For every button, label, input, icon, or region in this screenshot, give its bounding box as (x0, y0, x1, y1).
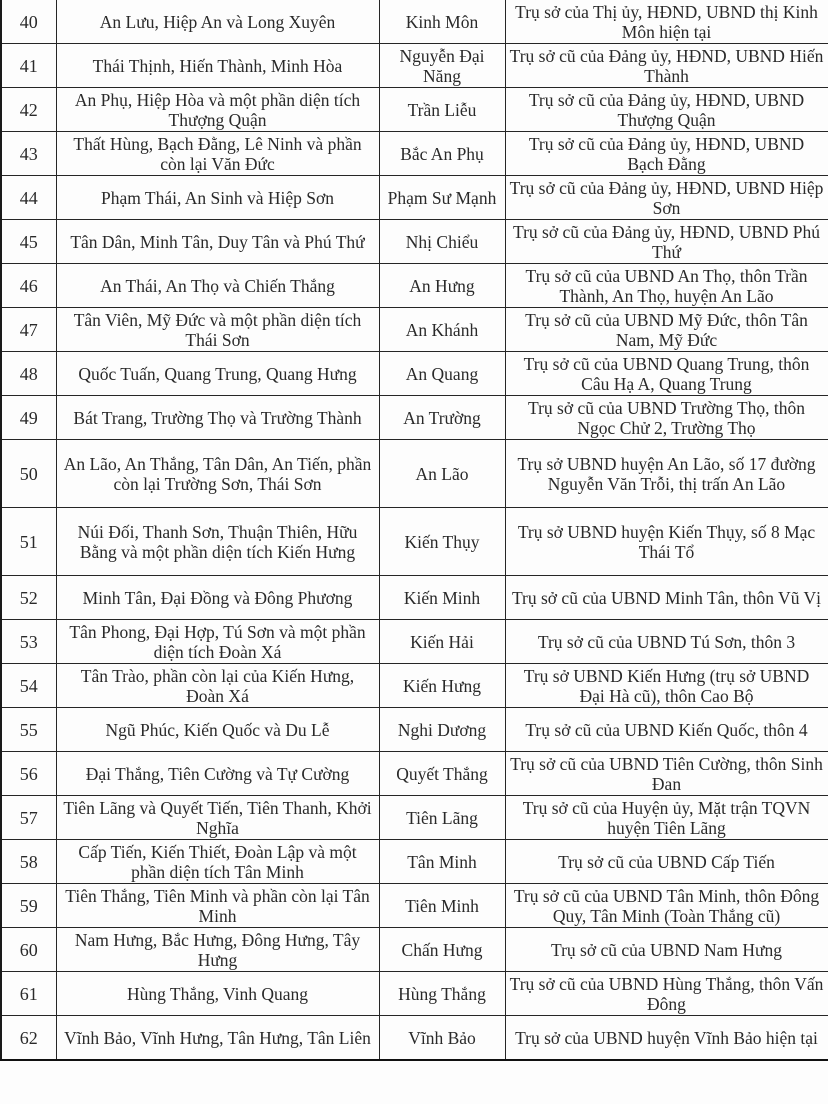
new-name-cell: Bắc An Phụ (379, 132, 505, 176)
table-row (1, 440, 828, 508)
headquarters-cell: Trụ sở cũ của Huyện ủy, Mặt trận TQVN huyện Tiên Lãng (505, 796, 828, 840)
row-number: 51 (1, 508, 56, 576)
headquarters-cell: Trụ sở cũ của Đảng ủy, HĐND, UBND Hiệp Sơn (505, 176, 828, 220)
row-number: 43 (1, 132, 56, 176)
old-units-cell: An Lưu, Hiệp An và Long Xuyên (56, 0, 379, 44)
new-name-cell: Vĩnh Bảo (379, 1016, 505, 1061)
new-name-cell: Chấn Hưng (379, 928, 505, 972)
headquarters-cell: Trụ sở cũ của Đảng ủy, HĐND, UBND Bạch Đằng (505, 132, 828, 176)
new-name-cell: Tân Minh (379, 840, 505, 884)
row-number: 61 (1, 972, 56, 1016)
old-units-cell: Hùng Thắng, Vinh Quang (56, 972, 379, 1016)
old-units-cell: Phạm Thái, An Sinh và Hiệp Sơn (56, 176, 379, 220)
row-number: 59 (1, 884, 56, 928)
headquarters-cell: Trụ sở UBND Kiến Hưng (trụ sở UBND Đại Hà cũ), thôn Cao Bộ (505, 664, 828, 708)
old-units-cell: Cấp Tiến, Kiến Thiết, Đoàn Lập và một phần diện tích Tân Minh (56, 840, 379, 884)
old-units-cell: Vĩnh Bảo, Vĩnh Hưng, Tân Hưng, Tân Liên (56, 1016, 379, 1061)
old-units-cell: Thái Thịnh, Hiến Thành, Minh Hòa (56, 44, 379, 88)
table-row (1, 576, 828, 620)
new-name-cell: Kinh Môn (379, 0, 505, 44)
headquarters-cell: Trụ sở cũ của Đảng ủy, HĐND, UBND Phú Thứ (505, 220, 828, 264)
table-row (1, 752, 828, 796)
row-number: 41 (1, 44, 56, 88)
table-row (1, 1016, 828, 1061)
table-row (1, 972, 828, 1016)
new-name-cell: Kiến Hải (379, 620, 505, 664)
new-name-cell: Trần Liễu (379, 88, 505, 132)
old-units-cell: Nam Hưng, Bắc Hưng, Đông Hưng, Tây Hưng (56, 928, 379, 972)
new-name-cell: Kiến Thụy (379, 508, 505, 576)
table-row (1, 176, 828, 220)
headquarters-cell: Trụ sở cũ của Đảng ủy, HĐND, UBND Thượng Quận (505, 88, 828, 132)
old-units-cell: Ngũ Phúc, Kiến Quốc và Du Lễ (56, 708, 379, 752)
row-number: 60 (1, 928, 56, 972)
headquarters-cell: Trụ sở cũ của UBND An Thọ, thôn Trần Thành, An Thọ, huyện An Lão (505, 264, 828, 308)
row-number: 40 (1, 0, 56, 44)
old-units-cell: Núi Đối, Thanh Sơn, Thuận Thiên, Hữu Bằng và một phần diện tích Kiến Hưng (56, 508, 379, 576)
table-row (1, 264, 828, 308)
row-number: 49 (1, 396, 56, 440)
new-name-cell: An Lão (379, 440, 505, 508)
old-units-cell: Tân Viên, Mỹ Đức và một phần diện tích Thái Sơn (56, 308, 379, 352)
row-number: 50 (1, 440, 56, 508)
headquarters-cell: Trụ sở cũ của UBND Kiến Quốc, thôn 4 (505, 708, 828, 752)
new-name-cell: Phạm Sư Mạnh (379, 176, 505, 220)
table-row (1, 796, 828, 840)
new-name-cell: Kiến Minh (379, 576, 505, 620)
old-units-cell: Bát Trang, Trường Thọ và Trường Thành (56, 396, 379, 440)
headquarters-cell: Trụ sở cũ của UBND Nam Hưng (505, 928, 828, 972)
old-units-cell: An Thái, An Thọ và Chiến Thắng (56, 264, 379, 308)
old-units-cell: Quốc Tuấn, Quang Trung, Quang Hưng (56, 352, 379, 396)
new-name-cell: An Trường (379, 396, 505, 440)
old-units-cell: An Lão, An Thắng, Tân Dân, An Tiến, phần còn lại Trường Sơn, Thái Sơn (56, 440, 379, 508)
old-units-cell: Tiên Thắng, Tiên Minh và phần còn lại Tân Minh (56, 884, 379, 928)
headquarters-cell: Trụ sở UBND huyện An Lão, số 17 đường Nguyễn Văn Trỗi, thị trấn An Lão (505, 440, 828, 508)
table-row (1, 840, 828, 884)
new-name-cell: Nghi Dương (379, 708, 505, 752)
row-number: 58 (1, 840, 56, 884)
old-units-cell: Tân Trào, phần còn lại của Kiến Hưng, Đoàn Xá (56, 664, 379, 708)
table-row (1, 44, 828, 88)
headquarters-cell: Trụ sở cũ của UBND Tân Minh, thôn Đông Quy, Tân Minh (Toàn Thắng cũ) (505, 884, 828, 928)
headquarters-cell: Trụ sở của UBND huyện Vĩnh Bảo hiện tại (505, 1016, 828, 1061)
old-units-cell: Tiên Lãng và Quyết Tiến, Tiên Thanh, Khởi Nghĩa (56, 796, 379, 840)
new-name-cell: An Hưng (379, 264, 505, 308)
old-units-cell: Đại Thắng, Tiên Cường và Tự Cường (56, 752, 379, 796)
table-row (1, 708, 828, 752)
headquarters-cell: Trụ sở cũ của UBND Mỹ Đức, thôn Tân Nam, Mỹ Đức (505, 308, 828, 352)
old-units-cell: Tân Dân, Minh Tân, Duy Tân và Phú Thứ (56, 220, 379, 264)
new-name-cell: Quyết Thắng (379, 752, 505, 796)
headquarters-cell: Trụ sở cũ của UBND Tú Sơn, thôn 3 (505, 620, 828, 664)
table-row (1, 0, 828, 44)
new-name-cell: Nhị Chiểu (379, 220, 505, 264)
headquarters-cell: Trụ sở UBND huyện Kiến Thụy, số 8 Mạc Thái Tổ (505, 508, 828, 576)
table-row (1, 88, 828, 132)
row-number: 53 (1, 620, 56, 664)
row-number: 45 (1, 220, 56, 264)
row-number: 57 (1, 796, 56, 840)
table-row (1, 928, 828, 972)
new-name-cell: An Quang (379, 352, 505, 396)
headquarters-cell: Trụ sở của Thị ủy, HĐND, UBND thị Kinh Môn hiện tại (505, 0, 828, 44)
new-name-cell: Tiên Minh (379, 884, 505, 928)
row-number: 52 (1, 576, 56, 620)
row-number: 54 (1, 664, 56, 708)
headquarters-cell: Trụ sở cũ của UBND Quang Trung, thôn Câu Hạ A, Quang Trung (505, 352, 828, 396)
row-number: 56 (1, 752, 56, 796)
table-row (1, 308, 828, 352)
table-row (1, 884, 828, 928)
new-name-cell: Hùng Thắng (379, 972, 505, 1016)
new-name-cell: An Khánh (379, 308, 505, 352)
headquarters-cell: Trụ sở cũ của UBND Cấp Tiến (505, 840, 828, 884)
table-row (1, 620, 828, 664)
old-units-cell: Thất Hùng, Bạch Đằng, Lê Ninh và phần còn lại Văn Đức (56, 132, 379, 176)
row-number: 46 (1, 264, 56, 308)
table-row (1, 508, 828, 576)
old-units-cell: Minh Tân, Đại Đồng và Đông Phương (56, 576, 379, 620)
new-name-cell: Kiến Hưng (379, 664, 505, 708)
headquarters-cell: Trụ sở cũ của UBND Trường Thọ, thôn Ngọc Chử 2, Trường Thọ (505, 396, 828, 440)
row-number: 62 (1, 1016, 56, 1061)
old-units-cell: Tân Phong, Đại Hợp, Tú Sơn và một phần diện tích Đoàn Xá (56, 620, 379, 664)
old-units-cell: An Phụ, Hiệp Hòa và một phần diện tích Thượng Quận (56, 88, 379, 132)
row-number: 55 (1, 708, 56, 752)
row-number: 44 (1, 176, 56, 220)
row-number: 42 (1, 88, 56, 132)
headquarters-cell: Trụ sở cũ của UBND Hùng Thắng, thôn Vấn Đông (505, 972, 828, 1016)
headquarters-cell: Trụ sở cũ của Đảng ủy, HĐND, UBND Hiến Thành (505, 44, 828, 88)
row-number: 48 (1, 352, 56, 396)
table-row (1, 396, 828, 440)
new-name-cell: Nguyễn Đại Năng (379, 44, 505, 88)
table-row (1, 132, 828, 176)
table-row (1, 220, 828, 264)
table-row (1, 352, 828, 396)
headquarters-cell: Trụ sở cũ của UBND Minh Tân, thôn Vũ Vị (505, 576, 828, 620)
new-name-cell: Tiên Lãng (379, 796, 505, 840)
row-number: 47 (1, 308, 56, 352)
headquarters-cell: Trụ sở cũ của UBND Tiên Cường, thôn Sinh Đan (505, 752, 828, 796)
table-row (1, 664, 828, 708)
